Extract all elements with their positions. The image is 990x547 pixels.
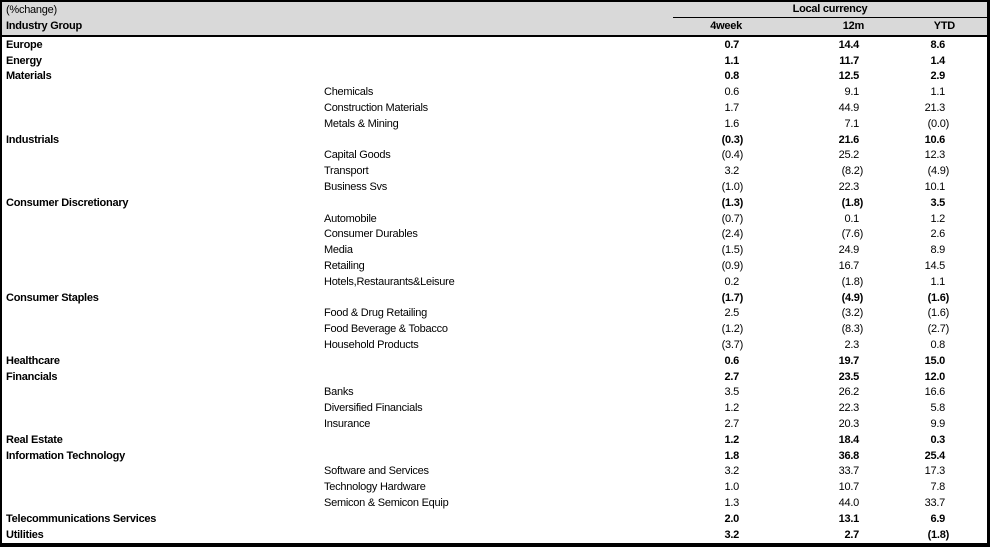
- table-row: [2, 448, 987, 464]
- value-cell-12m: 7.1: [844, 117, 859, 130]
- value-cell-4week: (3.7): [721, 339, 743, 352]
- value-cell-12m: (1.8): [841, 196, 863, 209]
- value-cell-ytd: 6.9: [930, 512, 945, 525]
- value-cell-4week: 0.6: [724, 86, 739, 99]
- value-cell-4week: 2.7: [724, 370, 739, 383]
- value-cell-12m: 44.9: [838, 102, 859, 115]
- sub-industry-label: Media: [324, 244, 353, 257]
- value-cell-ytd: 1.1: [930, 86, 945, 99]
- value-cell-4week: 3.2: [724, 465, 739, 478]
- value-cell-4week: 3.2: [724, 165, 739, 178]
- value-cell-4week: 1.3: [724, 497, 739, 509]
- table-row: [2, 163, 987, 179]
- sub-industry-label: Food & Drug Retailing: [324, 307, 427, 320]
- value-cell-4week: (1.3): [721, 196, 743, 209]
- value-cell-ytd: (2.7): [927, 323, 949, 336]
- table-header: [2, 2, 987, 37]
- table-row: [2, 495, 987, 511]
- table-row: [2, 464, 987, 480]
- value-cell-12m: 22.3: [838, 402, 859, 415]
- value-cell-4week: 1.0: [724, 481, 739, 494]
- value-cell-12m: 36.8: [838, 449, 859, 462]
- value-cell-12m: 33.7: [838, 465, 859, 478]
- table-row: [2, 479, 987, 495]
- table-row: [2, 527, 987, 543]
- column-header-12m: 12m: [842, 20, 864, 32]
- industry-group-label: Materials: [6, 70, 52, 83]
- value-cell-12m: (4.9): [841, 291, 863, 304]
- local-currency-header: Local currency: [673, 3, 987, 18]
- value-cell-4week: (1.0): [721, 181, 743, 194]
- table-row: [2, 258, 987, 274]
- value-cell-ytd: 17.3: [924, 465, 945, 478]
- percent-change-label: (%change): [6, 4, 57, 16]
- value-cell-12m: 2.7: [844, 528, 859, 541]
- value-cell-12m: 13.1: [838, 512, 859, 525]
- table-row: [2, 353, 987, 369]
- table-row: [2, 53, 987, 69]
- value-cell-ytd: 9.9: [930, 418, 945, 431]
- industry-group-label: Consumer Staples: [6, 291, 99, 304]
- table-row: [2, 242, 987, 258]
- value-cell-4week: (1.5): [721, 244, 743, 257]
- value-cell-12m: 9.1: [844, 86, 859, 99]
- industry-group-label: Europe: [6, 38, 43, 51]
- value-cell-4week: (0.9): [721, 260, 743, 273]
- value-cell-4week: 2.5: [724, 307, 739, 320]
- value-cell-4week: 2.7: [724, 418, 739, 431]
- value-cell-12m: 44.0: [838, 497, 859, 509]
- table-row: [2, 227, 987, 243]
- value-cell-12m: 10.7: [838, 481, 859, 494]
- sub-industry-label: Business Svs: [324, 181, 388, 194]
- table-row: [2, 211, 987, 227]
- value-cell-ytd: 12.0: [924, 370, 945, 383]
- value-cell-ytd: 1.1: [930, 275, 945, 288]
- value-cell-12m: 16.7: [838, 260, 859, 273]
- value-cell-12m: 23.5: [838, 370, 859, 383]
- value-cell-4week: 1.7: [724, 102, 739, 115]
- sub-industry-label: Household Products: [324, 339, 419, 352]
- table-row: [2, 148, 987, 164]
- value-cell-4week: (2.4): [721, 228, 743, 241]
- value-cell-ytd: (0.0): [927, 117, 949, 130]
- industry-group-label: Industrials: [6, 133, 59, 146]
- value-cell-4week: 0.2: [724, 275, 739, 288]
- industry-group-label: Consumer Discretionary: [6, 196, 129, 209]
- sub-industry-label: Retailing: [324, 260, 365, 273]
- industry-group-label: Utilities: [6, 528, 44, 541]
- table-row: [2, 337, 987, 353]
- table-row: [2, 432, 987, 448]
- value-cell-ytd: 5.8: [930, 402, 945, 415]
- value-cell-12m: (1.8): [841, 275, 863, 288]
- value-cell-ytd: 0.3: [930, 433, 945, 446]
- value-cell-4week: 1.2: [724, 433, 739, 446]
- value-cell-12m: 19.7: [838, 354, 859, 367]
- sub-industry-label: Capital Goods: [324, 149, 391, 162]
- table-row: [2, 274, 987, 290]
- value-cell-12m: (7.6): [841, 228, 863, 241]
- sub-industry-label: Technology Hardware: [324, 481, 426, 494]
- table-row: [2, 416, 987, 432]
- sub-industry-label: Insurance: [324, 418, 371, 431]
- value-cell-ytd: 21.3: [924, 102, 945, 115]
- value-cell-4week: 1.6: [724, 117, 739, 130]
- value-cell-ytd: 7.8: [930, 481, 945, 494]
- value-cell-12m: 0.1: [844, 212, 859, 225]
- value-cell-ytd: 10.1: [924, 181, 945, 194]
- table-row: [2, 369, 987, 385]
- value-cell-12m: 14.4: [838, 38, 859, 51]
- table-row: [2, 385, 987, 401]
- sub-industry-label: Automobile: [324, 212, 377, 225]
- value-cell-4week: (1.2): [721, 323, 743, 336]
- table-body: [2, 37, 987, 543]
- industry-group-label: Energy: [6, 54, 42, 67]
- value-cell-4week: (1.7): [721, 291, 743, 304]
- value-cell-ytd: 2.9: [930, 70, 945, 83]
- sub-industry-label: Food Beverage & Tobacco: [324, 323, 448, 336]
- value-cell-ytd: 10.6: [924, 133, 945, 146]
- value-cell-4week: 3.2: [724, 528, 739, 541]
- column-header-4week: 4week: [710, 20, 742, 32]
- value-cell-ytd: 16.6: [924, 386, 945, 399]
- sub-industry-label: Transport: [324, 165, 369, 178]
- value-cell-12m: 25.2: [838, 149, 859, 162]
- sub-industry-label: Diversified Financials: [324, 402, 423, 415]
- value-cell-ytd: 8.6: [930, 38, 945, 51]
- value-cell-12m: (3.2): [841, 307, 863, 320]
- table-row: [2, 37, 987, 53]
- value-cell-ytd: 1.4: [930, 54, 945, 67]
- table-row: [2, 179, 987, 195]
- value-cell-4week: (0.7): [721, 212, 743, 225]
- value-cell-ytd: 15.0: [924, 354, 945, 367]
- value-cell-4week: 0.8: [724, 70, 739, 83]
- table-row: [2, 69, 987, 85]
- value-cell-ytd: 12.3: [924, 149, 945, 162]
- value-cell-4week: 1.8: [724, 449, 739, 462]
- value-cell-12m: 26.2: [838, 386, 859, 399]
- value-cell-4week: 0.7: [724, 38, 739, 51]
- value-cell-4week: 1.2: [724, 402, 739, 415]
- industry-group-label: Healthcare: [6, 354, 60, 367]
- value-cell-12m: 24.9: [838, 244, 859, 257]
- table-row: [2, 100, 987, 116]
- sub-industry-label: Software and Services: [324, 465, 429, 478]
- value-cell-ytd: 1.2: [930, 212, 945, 225]
- sub-industry-label: Metals & Mining: [324, 117, 399, 130]
- table-row: [2, 116, 987, 132]
- table-row: [2, 195, 987, 211]
- value-cell-12m: 18.4: [838, 433, 859, 446]
- table-row: [2, 400, 987, 416]
- value-cell-ytd: (1.6): [927, 307, 949, 320]
- value-cell-12m: 20.3: [838, 418, 859, 431]
- value-cell-4week: (0.4): [721, 149, 743, 162]
- value-cell-12m: 11.7: [839, 54, 859, 67]
- sub-industry-label: Banks: [324, 386, 354, 399]
- value-cell-4week: 2.0: [724, 512, 739, 525]
- sub-industry-label: Construction Materials: [324, 102, 428, 115]
- value-cell-ytd: 8.9: [930, 244, 945, 257]
- value-cell-ytd: (1.8): [927, 528, 949, 541]
- sub-industry-label: Consumer Durables: [324, 228, 418, 241]
- industry-group-label: Real Estate: [6, 433, 63, 446]
- sub-industry-label: Chemicals: [324, 86, 374, 99]
- industry-group-label: Financials: [6, 370, 58, 383]
- table-row: [2, 84, 987, 100]
- value-cell-4week: 1.1: [724, 54, 739, 67]
- industry-group-header: Industry Group: [6, 20, 82, 32]
- sub-industry-label: Semicon & Semicon Equip: [324, 497, 449, 509]
- value-cell-ytd: 3.5: [930, 196, 945, 209]
- value-cell-12m: (8.2): [841, 165, 863, 178]
- table-row: [2, 306, 987, 322]
- value-cell-12m: 2.3: [844, 339, 859, 352]
- value-cell-12m: (8.3): [841, 323, 863, 336]
- value-cell-ytd: 25.4: [924, 449, 945, 462]
- value-cell-12m: 22.3: [838, 181, 859, 194]
- value-cell-ytd: (1.6): [927, 291, 949, 304]
- sub-industry-label: Hotels,Restaurants&Leisure: [324, 275, 455, 288]
- table-row: [2, 511, 987, 527]
- industry-group-label: Information Technology: [6, 449, 125, 462]
- table-row: [2, 290, 987, 306]
- column-header-ytd: YTD: [933, 20, 955, 32]
- value-cell-ytd: 2.6: [930, 228, 945, 241]
- value-cell-12m: 21.6: [838, 133, 859, 146]
- value-cell-12m: 12.5: [838, 70, 859, 83]
- value-cell-ytd: (4.9): [927, 165, 949, 178]
- industry-group-label: Telecommunications Services: [6, 512, 157, 525]
- table-row: [2, 132, 987, 148]
- value-cell-4week: 3.5: [724, 386, 739, 399]
- value-cell-ytd: 0.8: [930, 339, 945, 352]
- value-cell-4week: (0.3): [721, 133, 743, 146]
- value-cell-ytd: 14.5: [924, 260, 945, 273]
- table-row: [2, 321, 987, 337]
- value-cell-ytd: 33.7: [924, 497, 945, 509]
- value-cell-4week: 0.6: [724, 354, 739, 367]
